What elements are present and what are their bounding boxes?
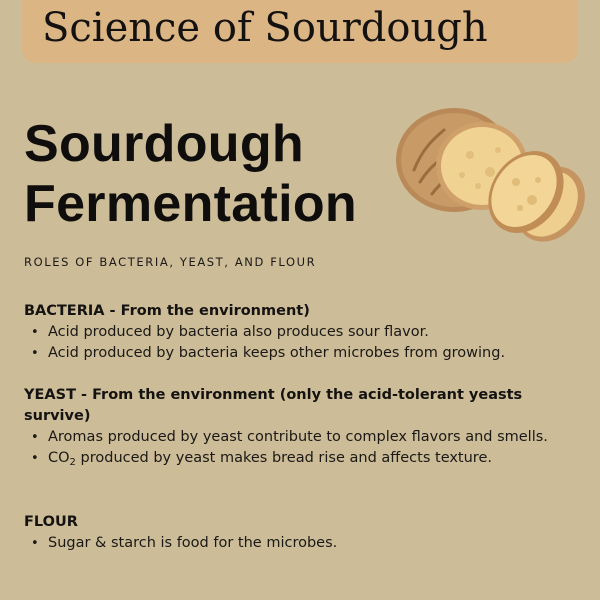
bullet-list	[24, 427, 580, 470]
section-flour	[24, 512, 580, 554]
bullet-icon: •	[31, 430, 39, 445]
co2-prefix: CO	[48, 450, 70, 466]
section-heading: FLOUR	[24, 514, 78, 530]
section-bacteria	[24, 301, 580, 364]
bullet-list	[24, 533, 580, 554]
list-item	[24, 427, 580, 448]
list-item-text: Sugar & starch is food for the microbes.	[48, 535, 338, 551]
bullet-icon: •	[31, 451, 39, 466]
page-title-line-1: Sourdough	[24, 115, 304, 173]
bullet-icon: •	[31, 536, 39, 551]
section-heading: YEAST - From the environment (only the acid-tolerant yeasts survive)	[24, 387, 523, 424]
page-subtitle: ROLES OF BACTERIA, YEAST, AND FLOUR	[24, 255, 317, 269]
list-item-text: Acid produced by bacteria also produces sour flavor.	[48, 324, 429, 340]
list-item-text: Aromas produced by yeast contribute to complex flavors and smells.	[48, 429, 548, 445]
bullet-icon: •	[31, 325, 39, 340]
list-item	[24, 322, 580, 343]
bullet-list	[24, 322, 580, 364]
banner-title: Science of Sourdough	[42, 5, 488, 51]
co2-suffix: produced by yeast makes bread rise and affects texture.	[75, 450, 492, 466]
list-item-text: Acid produced by bacteria keeps other microbes from growing.	[48, 345, 506, 361]
section-heading: BACTERIA - From the environment)	[24, 303, 310, 319]
list-item-text	[48, 450, 492, 466]
list-item	[24, 533, 580, 554]
co2-subscript: 2	[69, 457, 76, 468]
page-title-line-2: Fermentation	[24, 175, 357, 233]
bullet-icon: •	[31, 346, 39, 361]
section-yeast	[24, 385, 580, 470]
list-item	[24, 448, 580, 470]
bread-loaf-icon	[392, 100, 588, 250]
list-item	[24, 343, 580, 364]
page-title	[24, 114, 444, 234]
